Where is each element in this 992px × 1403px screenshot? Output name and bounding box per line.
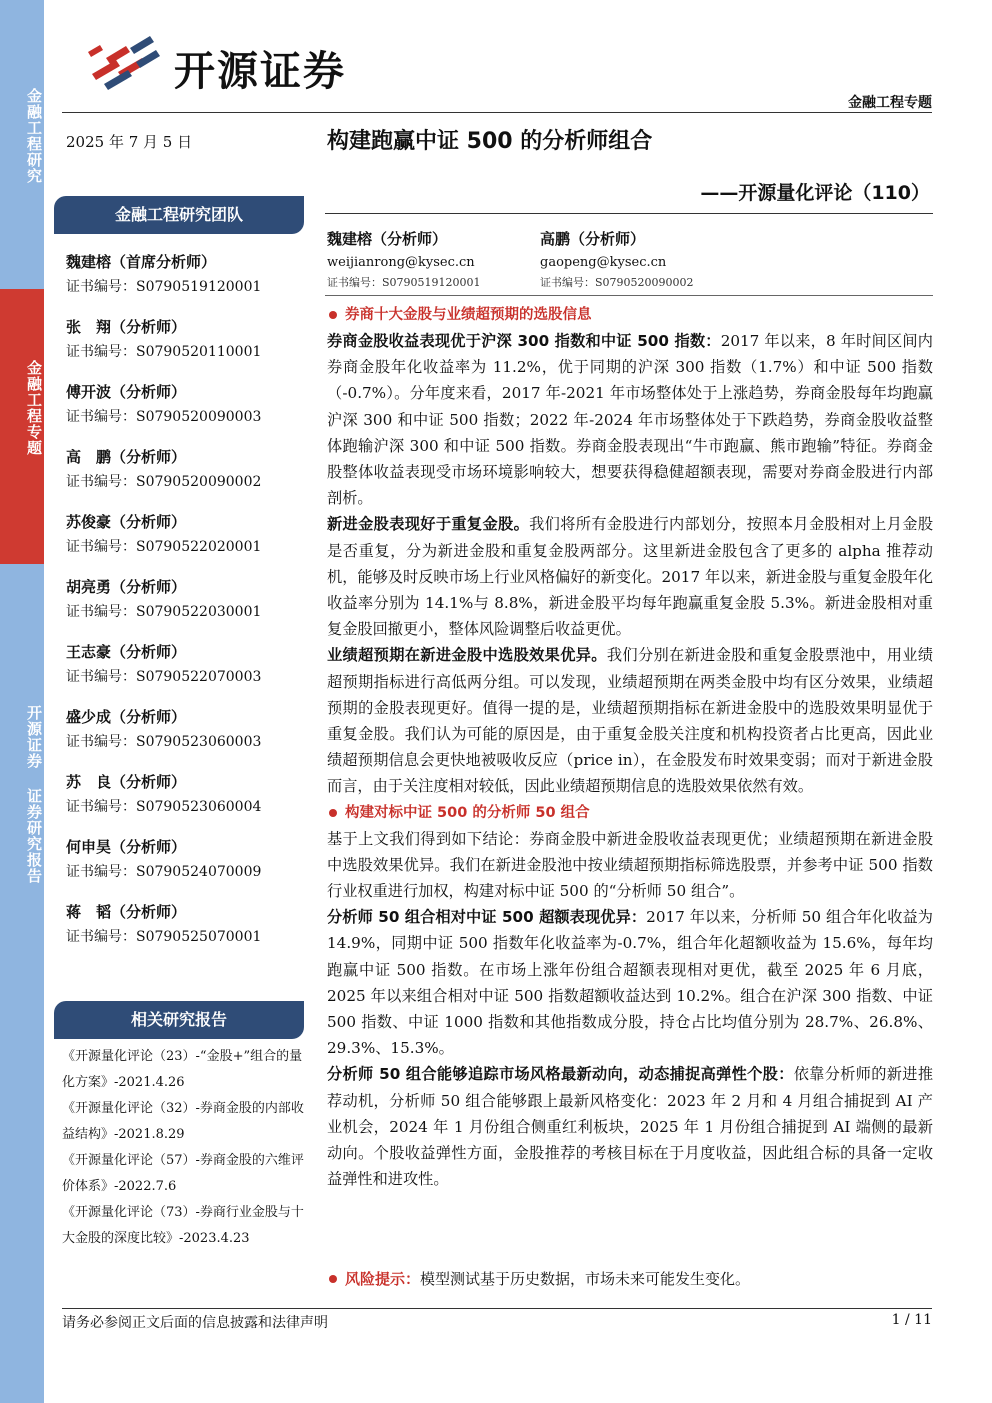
related-list [62, 1044, 308, 1252]
author-cert: 证书编号：S0790519120001 [327, 276, 481, 289]
header-divider [62, 112, 932, 113]
member-cert: 证书编号：S0790525070001 [66, 929, 262, 945]
author-email[interactable]: gaopeng@kysec.cn [540, 255, 667, 270]
member-name: 魏建榕（首席分析师） [66, 253, 217, 271]
title-divider [325, 213, 933, 214]
member-cert: 证书编号：S0790520090003 [66, 409, 262, 425]
member-name: 盛少成（分析师） [66, 708, 187, 726]
paragraph-text: 基于上文我们得到如下结论：券商金股中新进金股收益表现更优；业绩超预期在新进金股中选股效果优异。我们在新进金股池中按业绩超预期指标筛选股票，并参考中证 500 指数行业权重进行加权，构建对标中证 500 的“分析师 50 组合”。 [327, 829, 933, 901]
paragraph-text: 依靠分析师的新进推荐动机，分析师 50 组合能够跟上最新风格变化：2023 年 2 月和 4 月组合捕捉到 AI 产业机会，2024 年 1 月份组合侧重红利板块，2025 年 1 月份组合捕捉到 AI 端侧的最新动向。个股收益弹性方面，金股推荐的考核目标在于月度收益，因此组合标的具备一定收益弹性和进攻性。 [327, 1065, 934, 1189]
member-cert: 证书编号：S0790522030001 [66, 604, 262, 620]
author-divider [325, 295, 933, 296]
team-member [66, 380, 306, 445]
section-heading-text: 券商十大金股与业绩超预期的选股信息 [345, 307, 592, 323]
paragraph-lead: 业绩超预期在新进金股中选股效果优异。 [327, 646, 607, 665]
member-cert: 证书编号：S0790520110001 [66, 344, 262, 360]
report-title: 构建跑赢中证 500 的分析师组合 [327, 129, 653, 154]
report-subtitle: ——开源量化评论（110） [700, 182, 930, 204]
section-heading [327, 302, 933, 328]
paragraph-text: 2017 年以来，分析师 50 组合年化收益为 14.9%，同期中证 500 指数年化收益率为-0.7%，组合年化超额收益为 15.6%，每年均跑赢中证 500 指数。在市场上涨年份组合超额表现相对更优，截至 2025 年 6 月底，2025 年以来组合相对中证 500 指数超额收益达到 10.2%。组合在沪深 300 指数、中证 500 指数、中证 1000 指数和其他指数成分股，持仓占比均值分别为 28.7%、26.8%、29.3%、15.3%。 [327, 908, 933, 1058]
paragraph-text: 2017 年以来，8 年时间区间内券商金股年化收益率为 11.2%，优于同期的沪深 300 指数（1.7%）和中证 500 指数（-0.7%）。分年度来看，2017 年-2021 年市场整体处于上涨趋势，券商金股每年均跑赢沪深 300 和中证 500 指数；2022 年-2024 年市场整体处于下跌趋势，券商金股收益整体跑输沪深 300 和中证 500 指数。券商金股表现出“牛市跑赢、熊市跑输”特征。券商金股整体收益表现受市场环境影响较大，想要获得稳健超额表现，需要对券商金股进行内部剖析。 [327, 332, 933, 508]
team-member [66, 575, 306, 640]
side-label-topic: 金融工程专题 [25, 360, 43, 456]
related-report-link[interactable]: 《开源量化评论（32）-券商金股的内部收益结构》-2021.8.29 [62, 1101, 304, 1142]
author-name: 魏建榕（分析师） [327, 230, 448, 248]
risk-label: 风险提示： [345, 1270, 421, 1288]
member-cert: 证书编号：S0790523060003 [66, 734, 262, 750]
body-paragraph [327, 642, 933, 799]
team-member [66, 510, 306, 575]
member-cert: 证书编号：S0790520090002 [66, 474, 262, 490]
team-member [66, 705, 306, 770]
body-paragraph [327, 328, 933, 511]
member-name: 何申昊（分析师） [66, 838, 187, 856]
team-member [66, 315, 306, 380]
brand-name: 开源证券 [174, 47, 346, 95]
paragraph-lead: 分析师 50 组合相对中证 500 超额表现优异： [327, 908, 647, 927]
footer-disclaimer: 请务必参阅正文后面的信息披露和法律声明 [62, 1315, 328, 1331]
page-number: 1 / 11 [891, 1312, 932, 1328]
member-cert: 证书编号：S0790519120001 [66, 279, 262, 295]
bullet-dot-icon [329, 1275, 337, 1283]
paragraph-lead: 券商金股收益表现优于沪深 300 指数和中证 500 指数： [327, 332, 721, 350]
author-card [540, 226, 694, 292]
member-cert: 证书编号：S0790524070009 [66, 864, 262, 880]
section-heading [327, 800, 933, 826]
side-strip [0, 0, 44, 1403]
brand-logo [86, 28, 386, 95]
member-cert: 证书编号：S0790523060004 [66, 799, 262, 815]
team-list [66, 250, 306, 965]
member-name: 苏 良（分析师） [66, 773, 187, 791]
related-report-link[interactable]: 《开源量化评论（73）-券商行业金股与十大金股的深度比较》-2023.4.23 [62, 1205, 304, 1246]
member-name: 王志豪（分析师） [66, 643, 187, 661]
body-paragraph [327, 826, 933, 905]
member-name: 蒋 韬（分析师） [66, 903, 187, 921]
risk-note [327, 1266, 750, 1292]
paragraph-text: 我们分别在新进金股和重复金股票池中，用业绩超预期指标进行高低两分组。可以发现，业绩超预期在两类金股中均有区分效果，业绩超预期的金股表现更好。值得一提的是，业绩超预期指标在新进金股中的选股效果明显优于重复金股。我们认为可能的原因是，由于重复金股关注度和机构投资者占比更高，因此业绩超预期信息会更快地被吸收反应（price in），在金股发布时效果变弱；而对于新进金股而言，由于关注度相对较低，因此业绩超预期信息的选股效果依然有效。 [327, 646, 934, 796]
brand-logo-icon [86, 28, 166, 92]
member-cert: 证书编号：S0790522070003 [66, 669, 262, 685]
related-heading: 相关研究报告 [54, 1001, 304, 1039]
member-name: 胡亮勇（分析师） [66, 578, 187, 596]
related-report-link[interactable]: 《开源量化评论（23）-“金股+”组合的量化方案》-2021.4.26 [62, 1049, 303, 1090]
risk-text: 模型测试基于历史数据，市场未来可能发生变化。 [420, 1270, 751, 1288]
footer-divider [62, 1308, 932, 1309]
team-member [66, 900, 306, 965]
report-date: 2025 年 7 月 5 日 [66, 133, 193, 151]
member-name: 傅开波（分析师） [66, 383, 187, 401]
section-heading-text: 构建对标中证 500 的分析师 50 组合 [345, 804, 590, 821]
team-member [66, 445, 306, 510]
paragraph-lead: 分析师 50 组合能够追踪市场风格最新动向，动态捕捉高弹性个股： [327, 1065, 794, 1084]
body-paragraph [327, 511, 933, 642]
bullet-dot-icon [329, 809, 337, 817]
member-name: 高 鹏（分析师） [66, 448, 187, 466]
author-email[interactable]: weijianrong@kysec.cn [327, 255, 475, 270]
team-member [66, 770, 306, 835]
member-name: 张 翔（分析师） [66, 318, 187, 336]
related-report-link[interactable]: 《开源量化评论（57）-券商金股的六维评价体系》-2022.7.6 [62, 1153, 304, 1194]
report-body [327, 302, 933, 1193]
member-cert: 证书编号：S0790522020001 [66, 539, 262, 555]
author-card [327, 226, 481, 292]
paragraph-text: 我们将所有金股进行内部划分，按照本月金股相对上月金股是否重复，分为新进金股和重复金股两部分。这里新进金股包含了更多的 alpha 推荐动机，能够及时反映市场上行业风格偏好的新变化。2017 年以来，新进金股与重复金股年化收益率分别为 14.1%与 8.8%，新进金股平均每年跑赢重复金股 5.3%。新进金股相对重复金股回撤更小，整体风险调整后收益更优。 [327, 515, 934, 639]
bullet-dot-icon [329, 311, 337, 319]
body-paragraph [327, 904, 933, 1061]
paragraph-lead: 新进金股表现好于重复金股。 [327, 515, 530, 534]
side-label-research: 金融工程研究 [25, 88, 43, 184]
side-label-brand: 开源证券 证券研究报告 [25, 705, 43, 884]
team-member [66, 250, 306, 315]
author-cert: 证书编号：S0790520090002 [540, 276, 694, 289]
team-member [66, 835, 306, 900]
author-name: 高鹏（分析师） [540, 230, 646, 248]
member-name: 苏俊豪（分析师） [66, 513, 187, 531]
team-member [66, 640, 306, 705]
team-heading: 金融工程研究团队 [54, 196, 304, 234]
body-paragraph [327, 1061, 933, 1192]
report-category: 金融工程专题 [848, 95, 932, 111]
